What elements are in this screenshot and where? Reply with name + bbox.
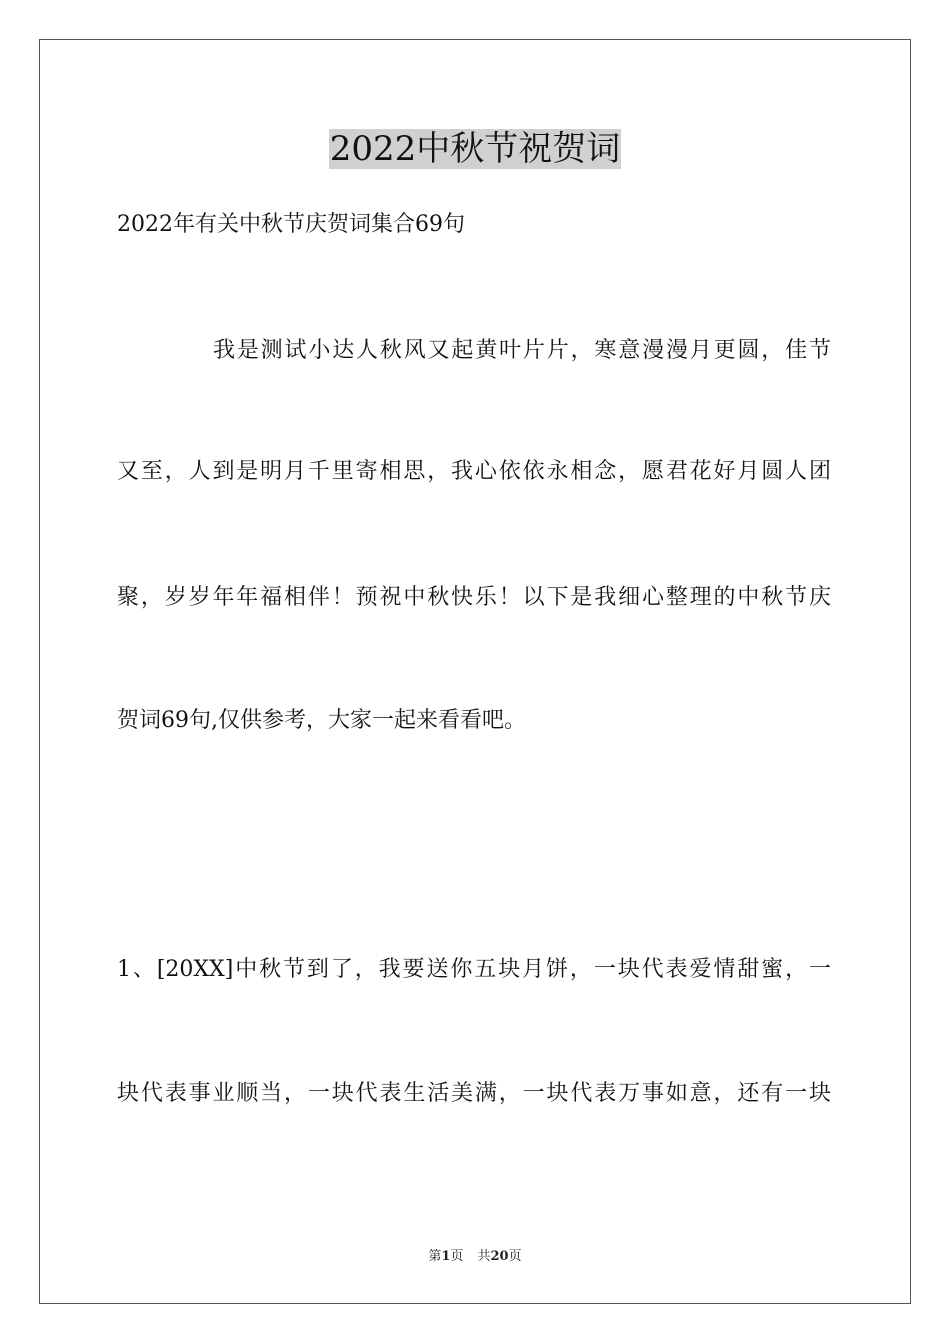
item-1-line-1: 1、[20XX]中秋节到了，我要送你五块月饼，一块代表爱情甜蜜，一 [117,957,831,982]
document-title-text: 2022中秋节祝贺词 [329,129,621,169]
footer-page-prefix: 第 [428,1249,442,1264]
page-footer [0,1248,950,1266]
intro-line-1: 我是测试小达人秋风又起黄叶片片，寒意漫漫月更圆，佳节 [213,338,831,363]
footer-total-suffix: 页 [508,1249,522,1264]
footer-page-suffix: 页 [450,1249,464,1264]
document-title [0,124,950,174]
item-1-line-2: 块代表事业顺当，一块代表生活美满，一块代表万事如意，还有一块 [117,1081,831,1106]
document-subtitle: 2022年有关中秋节庆贺词集合69句 [117,212,465,237]
footer-page-current: 1 [441,1249,451,1264]
footer-page-total: 20 [490,1249,509,1264]
footer-total-prefix: 共 [477,1249,491,1264]
intro-line-3: 聚，岁岁年年福相伴！预祝中秋快乐！以下是我细心整理的中秋节庆 [117,585,831,610]
intro-line-2: 又至，人到是明月千里寄相思，我心依依永相念，愿君花好月圆人团 [117,459,831,484]
intro-line-4: 贺词69句,仅供参考，大家一起来看看吧。 [117,708,526,733]
